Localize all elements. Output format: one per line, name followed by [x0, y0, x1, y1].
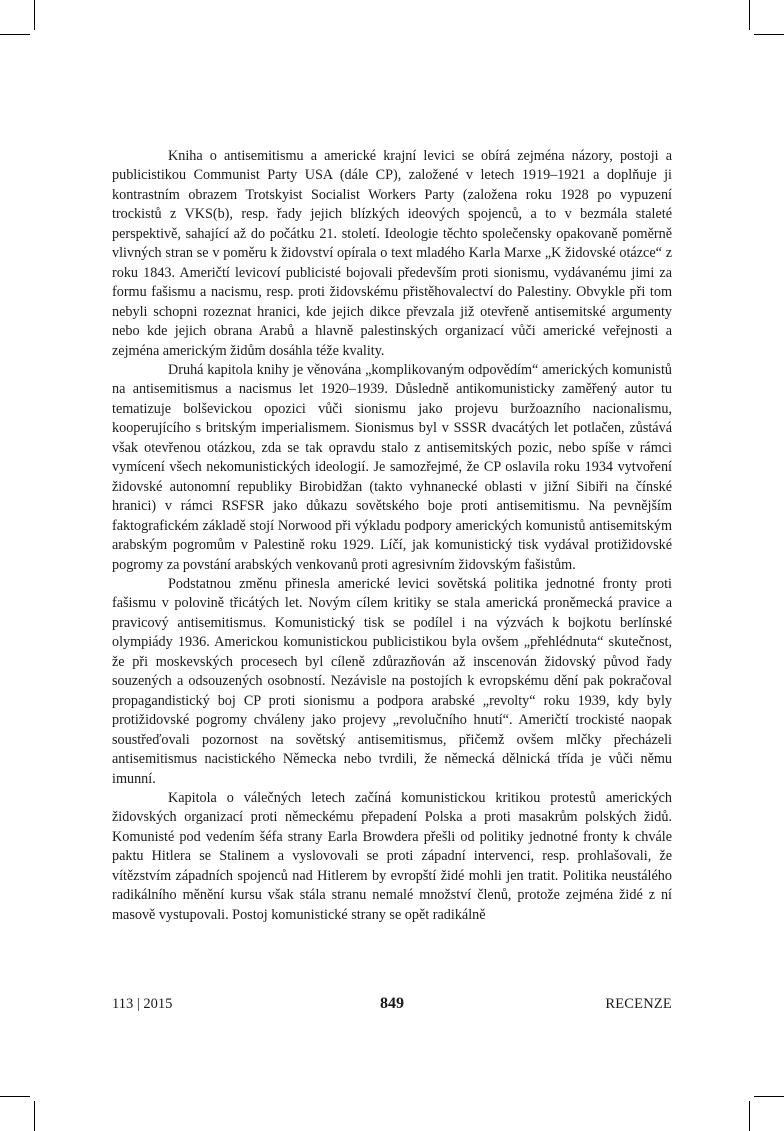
paragraph-1: Kniha o antisemitismu a americké krajní levici se obírá zejména názory, postoji a publicistikou Communist Party USA (dále CP), založené v letech 1919–1921 a doplňuje ji kontrastním obrazem Trotskyist Socialist Workers Party (založena roku 1928 po vypuzení trockistů z VKS(b), resp. řady jejich blízkých ideových spojenců, a to v bezmála staleté perspektivě, sahající až do počátku 21. století. Ideologie těchto společensky opakovaně poměrně vlivných stran se v poměru k židovství opírala o text mladého Karla Marxe „K židovské otázce“ z roku 1843. Američtí levicoví publicisté bojovali především proti sionismu, vydávanému jimi za formu fašismu a nacismu, resp. proti židovskému přistěhovalectví do Palestiny. Obvykle při tom nebyli schopni rozeznat hranici, kde jejich dikce převzala již otevřeně antisemitské argumenty nebo kde jejich obrana Arabů a hlavně palestinských organizací vůči americké veřejnosti a zejména americkým židům dosáhla téže kvality. [112, 148, 672, 359]
crop-mark-bottom-right [749, 1101, 750, 1131]
review-body [112, 147, 672, 925]
crop-mark-left-top [0, 34, 30, 35]
footer-section: RECENZE [605, 996, 672, 1012]
crop-mark-top-left [34, 0, 35, 30]
paragraph-2: Druhá kapitola knihy je věnována „komplikovaným odpovědím“ amerických komunistů na antisemitismus a nacismus let 1920–1939. Důsledně antikomunisticky zaměřený autor tu tematizuje bolševickou opozici vůči sionismu jako projevu buržoazního nacionalismu, kooperujícího s britským imperialismem. Sionismus byl v SSSR dvacátých let potlačen, zůstává však otevřenou otázkou, zda se tak opravdu stalo z antisemitských pozic, nebo spíše v rámci vymícení všech nekomunistických ideologií. Je samozřejmé, že CP oslavila roku 1934 vytvoření židovské autonomní republiky Birobidžan (takto vyhnanecké oblasti v jižní Sibiři na čínské hranici) v rámci RSFSR jako důkazu sovětského boje proti antisemitismu. Na pevnějším faktografickém základě stojí Norwood při výkladu podpory amerických komunistů antisemitským arabským pogromům v Palestině roku 1929. Líčí, jak komunistický tisk vydával protižidovské pogromy za povstání arabských venkovanů proti agresivním židovským fašistům. [112, 361, 672, 573]
footer-issue: 113 | 2015 [112, 996, 173, 1012]
crop-mark-top-right [749, 0, 750, 30]
crop-mark-bottom-left [34, 1101, 35, 1131]
crop-mark-left-bottom [0, 1096, 30, 1097]
crop-mark-right-bottom [754, 1096, 784, 1097]
page-number: 849 [380, 995, 404, 1012]
paragraph-3: Podstatnou změnu přinesla americké levici sovětská politika jednotné fronty proti fašismu v polovině třicátých let. Novým cílem kritiky se stala americká proněmecká pravice a pravicový antisemitismus. Komunistický tisk se podílel i na výzvách k bojkotu berlínské olympiády 1936. Americkou komunistickou publicistikou byla ovšem „přehlédnuta“ skutečnost, že při moskevských procesech byl cíleně zdůrazňován až inscenován židovský původ řady souzených a odsouzených osobností. Nezávisle na postojích k evropskému dění pak pokračoval propagandistický boj CP proti sionismu a podpora arabské „revolty“ roku 1939, kdy byly protižidovské pogromy chváleny jako projevy „revolučního hnutí“. Američtí trockisté naopak soustřeďovali pozornost na sovětský antisemitismus, přičemž ovšem mlčky přecházeli antisemitismus nacistického Německa nebo tvrdili, že německá dělnická třída je vůči němu imunní. [112, 575, 672, 787]
crop-mark-right-top [754, 34, 784, 35]
paragraph-4: Kapitola o válečných letech začíná komunistickou kritikou protestů amerických židovských organizací proti německému přepadení Polska a proti masakrům polských židů. Komunisté pod vedením šéfa strany Earla Browdera přešli od politiky jednotné fronty k chvále paktu Hitlera se Stalinem a vyslovovali se proti západní intervenci, resp. prohlašovali, že vítězstvím západních spojenců nad Hitlerem by evropští židé mohli jen tratit. Politika neustálého radikálního měnění kursu však stála stranu nemalé množství členů, protože zejména židé z ní masově vystupovali. Postoj komunistické strany se opět radikálně [112, 789, 672, 923]
